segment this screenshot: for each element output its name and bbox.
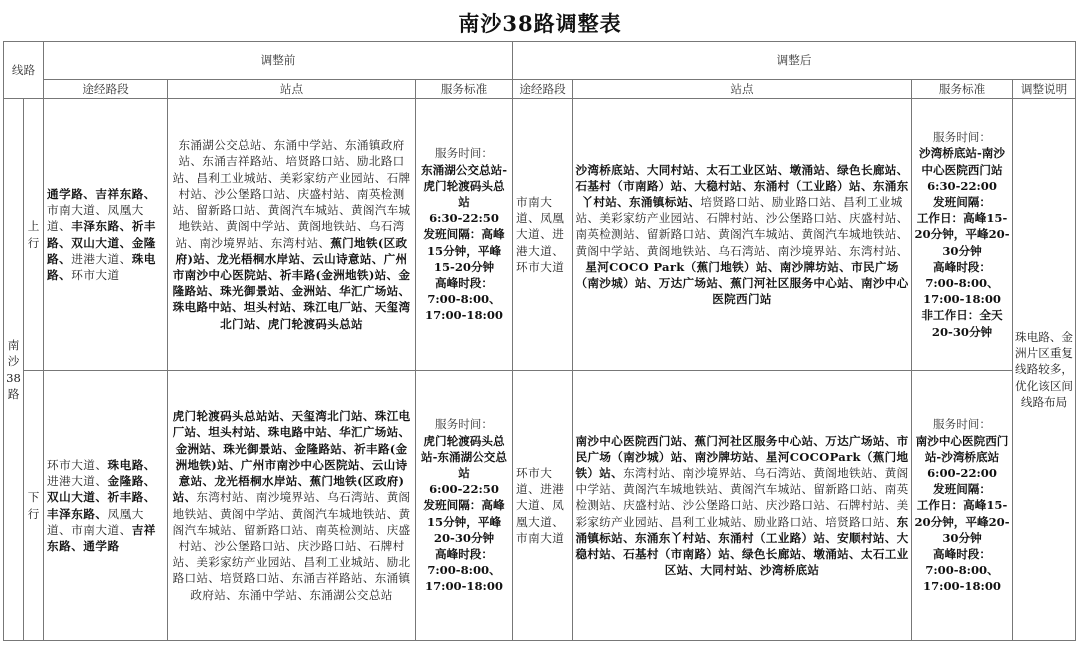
service-line: 工作日：高峰15-20分钟，平峰20-30分钟 <box>914 498 1010 545</box>
path-segment: 凤凰大道、市南大道、 <box>47 506 144 537</box>
up-after-path: 市南大道、凤凰大道、进港大道、环市大道 <box>513 99 573 371</box>
service-line: 东涌湖公交总站-虎门轮渡码头总站 <box>421 162 507 209</box>
service-line: 工作日：高峰15-20分钟，平峰20-30分钟 <box>914 211 1010 258</box>
row-up <box>4 99 1076 371</box>
down-before-path <box>44 371 168 641</box>
header-before-stops: 站点 <box>168 80 416 99</box>
service-line: 虎门轮渡码头总站-东涌湖公交总站 <box>421 433 507 480</box>
path-segment: 金隆路、双山大道、祈丰路、丰泽东路、 <box>47 474 156 521</box>
page-title: 南沙38路调整表 <box>458 11 622 36</box>
path-segment: 吉祥东路、通学路 <box>47 522 156 553</box>
adjustment-table <box>3 41 1076 641</box>
stops-segment: 沙湾桥底站、大同村站、太石工业区站、墩涌站、绿色长廊站、石基村（市南路）站、大稳村站、东涌村（工业路）站、东涌东丫村站、东涌镇标站、 <box>575 162 909 209</box>
header-before-path: 途经路段 <box>44 80 168 99</box>
service-line: 6:30-22:50 <box>429 211 499 226</box>
stops-segment: 东湾村站、南沙境界站、乌石湾站、黄阁地铁站、黄阁中学站、黄阁汽车城地铁站、黄阁汽车城站、留新路口站、南英检测站、庆盛村站、沙公堡路口站、庆沙路口站、石牌村站、美彩家纺产业园站、昌利工业城站、励业路口站、培贤路口站、 <box>575 465 909 529</box>
header-after-service: 服务标准 <box>912 80 1013 99</box>
row-down <box>4 371 1076 641</box>
service-line: 6:00-22:00 <box>927 465 997 480</box>
service-line: 发班间隔：高峰15分钟，平峰15-20分钟 <box>423 227 505 274</box>
service-line: 高峰时段： <box>933 259 991 274</box>
service-line: 非工作日：全天20-30分钟 <box>921 308 1003 339</box>
up-before-path <box>44 99 168 371</box>
service-line: 6:30-22:00 <box>927 178 997 193</box>
path-segment: 金隆路、 <box>47 235 156 266</box>
header-row-2 <box>4 80 1076 99</box>
stops-segment: 培贤路口站、励业路口站、昌利工业城站、美彩家纺产业园站、石牌村站、沙公堡路口站、庆盛村站、南英检测站、留新路口站、黄阁汽车城站、黄阁汽车城地铁站、黄阁中学站、黄阁地铁站、乌石湾站、南沙境界站、东湾村站、 <box>575 194 909 258</box>
path-segment: 通学路、吉祥东路、 <box>47 186 156 201</box>
route-name-char: 南 <box>7 338 20 353</box>
service-line: 服务时间： <box>435 417 493 432</box>
path-segment: 丰泽东路、祈丰路、双山大道、 <box>47 219 156 250</box>
route-name-char: 沙 <box>7 354 20 369</box>
path-segment: 珠电路、 <box>47 251 156 282</box>
service-line: 发班间隔： <box>933 482 991 497</box>
service-line: 沙湾桥底站-南沙中心医院西门站 <box>919 146 1005 177</box>
service-line: 7:00-8:00、17:00-18:00 <box>923 563 1001 594</box>
route-name-cell <box>4 99 24 641</box>
stops-segment: 南沙中心医院西门站、蕉门河社区服务中心站、万达广场站、市民广场（南沙城）站、南沙牌坊站、星河COCOPark（蕉门地铁）站、 <box>575 433 909 480</box>
direction-char: 行 <box>27 506 40 521</box>
stops-segment: 东涌湖公交总站、东涌中学站、东涌镇政府站、东涌吉祥路站、培贤路口站、励北路口站、昌利工业城站、美彩家纺产业园站、石牌村站、沙公堡路口站、庆盛村站、南英检测站、留新路口站、黄阁汽车城站、黄阁汽车城地铁站、黄阁中学站、黄阁地铁站、乌石湾站、南沙境界站、东湾村站、 <box>172 138 411 250</box>
header-before-service: 服务标准 <box>416 80 513 99</box>
direction-char: 下 <box>27 490 40 505</box>
service-line: 发班间隔： <box>933 194 991 209</box>
up-after-stops <box>573 99 912 371</box>
path-segment: 珠电路、 <box>107 457 156 472</box>
header-before: 调整前 <box>44 42 513 80</box>
service-line: 南沙中心医院西门站-沙湾桥底站 <box>915 433 1009 464</box>
header-route-line: 线路 <box>4 42 44 99</box>
service-line: 7:00-8:00、17:00-18:00 <box>923 276 1001 307</box>
service-line: 发班间隔：高峰15分钟，平峰20-30分钟 <box>423 498 505 545</box>
direction-char: 行 <box>27 235 40 250</box>
service-line: 高峰时段： <box>435 547 493 561</box>
service-line: 服务时间： <box>435 146 493 161</box>
adjustment-note: 珠电路、金洲片区重复线路较多，优化该区间线路布局 <box>1013 99 1076 641</box>
header-row-1 <box>4 42 1076 80</box>
header-after: 调整后 <box>513 42 1076 80</box>
up-after-service <box>912 99 1013 371</box>
up-before-service <box>416 99 513 371</box>
route-name-char: 路 <box>7 386 20 401</box>
direction-char: 上 <box>27 219 40 234</box>
service-line: 高峰时段： <box>435 276 493 290</box>
stops-segment: 星河COCO Park（蕉门地铁）站、南沙牌坊站、市民广场（南沙城）站、万达广场站、蕉门河社区服务中心站、南沙中心医院西门站 <box>575 259 909 307</box>
service-line: 6:00-22:50 <box>429 482 499 497</box>
down-after-stops <box>573 371 912 641</box>
stops-segment: 东涌镇标站、东涌东丫村站、东涌村（工业路）站、安顺村站、大稳村站、石基村（市南路）站、绿色长廊站、墩涌站、太石工业区站、大同村站、沙湾桥底站 <box>575 514 909 578</box>
up-before-stops <box>168 99 416 371</box>
stops-segment: 虎门轮渡码头总站站、天玺湾北门站、珠江电厂站、坦头村站、珠电路中站、华汇广场站、金洲站、珠光御景站、金隆路站、祈丰路(金洲地铁)站、广州市南沙中心医院站、云山诗意站、龙光梧桐水岸站、蕉门地铁(区政府)站、 <box>172 409 411 505</box>
header-note: 调整说明 <box>1013 80 1076 99</box>
service-line: 7:00-8:00、17:00-18:00 <box>425 563 503 594</box>
service-line: 7:00-8:00、17:00-18:00 <box>425 292 503 323</box>
path-segment: 市南大道、凤凰大道、 <box>47 203 144 234</box>
down-before-service <box>416 371 513 641</box>
down-after-path: 环市大道、进港大道、凤凰大道、市南大道 <box>513 371 573 641</box>
service-line: 高峰时段： <box>933 547 991 561</box>
route-name-char: 38 <box>6 370 21 385</box>
direction-down <box>24 371 44 641</box>
path-segment: 环市大道 <box>71 267 120 282</box>
stops-segment: 蕉门地铁(区政府)站、龙光梧桐水岸站、云山诗意站、广州市南沙中心医院站、祈丰路(金洲地铁)站、金隆路站、珠光御景站、金洲站、华汇广场站、珠电路中站、坦头村站、珠江电厂站、天玺湾北门站、虎门轮渡码头总站 <box>172 235 411 331</box>
direction-up <box>24 99 44 371</box>
down-before-stops <box>168 371 416 641</box>
header-after-stops: 站点 <box>573 80 912 99</box>
down-after-service <box>912 371 1013 641</box>
header-after-path: 途经路段 <box>513 80 573 99</box>
service-line: 服务时间： <box>933 417 991 432</box>
path-segment: 进港大道、 <box>47 474 108 489</box>
stops-segment: 东湾村站、南沙境界站、乌石湾站、黄阁地铁站、黄阁中学站、黄阁汽车城地铁站、黄阁汽车城站、留新路口站、南英检测站、庆盛村站、沙公堡路口站、庆沙路口站、石牌村站、美彩家纺产业园站、昌利工业城站、励北路口站、培贤路口站、东涌吉祥路站、东涌镇政府站、东涌中学站、东涌湖公交总站 <box>172 490 411 602</box>
path-segment: 环市大道、 <box>47 457 108 472</box>
path-segment: 进港大道、 <box>71 251 132 266</box>
service-line: 服务时间： <box>933 130 991 145</box>
